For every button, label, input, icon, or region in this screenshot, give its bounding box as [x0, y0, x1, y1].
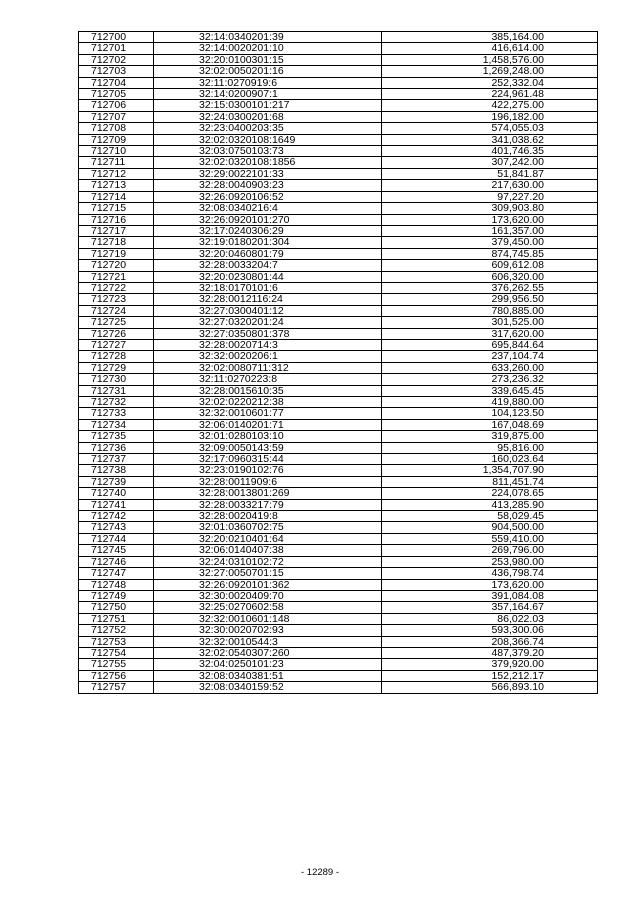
amount-cell: 780,885.00: [382, 305, 598, 316]
cadastral-number-cell: 32:15:0300101:217: [154, 100, 382, 111]
cadastral-number-cell: 32:11:0270223:8: [154, 374, 382, 385]
cadastral-number-cell: 32:20:0230801:44: [154, 271, 382, 282]
table-row: [79, 214, 598, 225]
row-number-cell: 712746: [79, 556, 154, 567]
cadastral-number-cell: 32:24:0310102:72: [154, 556, 382, 567]
row-number-cell: 712748: [79, 579, 154, 590]
table-row: [79, 362, 598, 373]
row-number-cell: 712704: [79, 77, 154, 88]
row-number-cell: 712745: [79, 545, 154, 556]
row-number-cell: 712718: [79, 237, 154, 248]
table-row: [79, 191, 598, 202]
row-number-cell: 712752: [79, 625, 154, 636]
table-row: [79, 317, 598, 328]
row-number-cell: 712739: [79, 476, 154, 487]
cadastral-number-cell: 32:06:0140407:38: [154, 545, 382, 556]
amount-cell: 269,796.00: [382, 545, 598, 556]
cadastral-number-cell: 32:24:0300201:68: [154, 111, 382, 122]
table-row: [79, 180, 598, 191]
cadastral-number-cell: 32:27:0320201:24: [154, 317, 382, 328]
table-row: [79, 237, 598, 248]
cadastral-number-cell: 32:27:0050701:15: [154, 568, 382, 579]
table-row: [79, 397, 598, 408]
row-number-cell: 712741: [79, 499, 154, 510]
amount-cell: 1,354,707.90: [382, 465, 598, 476]
amount-cell: 904,500.00: [382, 522, 598, 533]
row-number-cell: 712710: [79, 146, 154, 157]
table-row: [79, 659, 598, 670]
row-number-cell: 712738: [79, 465, 154, 476]
amount-cell: 695,844.64: [382, 339, 598, 350]
table-row: [79, 89, 598, 100]
row-number-cell: 712713: [79, 180, 154, 191]
amount-cell: 173,620.00: [382, 214, 598, 225]
table-row: [79, 260, 598, 271]
cadastral-number-cell: 32:02:0080711:312: [154, 362, 382, 373]
table-row: [79, 476, 598, 487]
cadastral-number-cell: 32:23:0190102:76: [154, 465, 382, 476]
row-number-cell: 712719: [79, 248, 154, 259]
amount-cell: 811,451.74: [382, 476, 598, 487]
table-row: [79, 339, 598, 350]
amount-cell: 307,242.00: [382, 157, 598, 168]
amount-cell: 385,164.00: [382, 32, 598, 43]
row-number-cell: 712707: [79, 111, 154, 122]
row-number-cell: 712731: [79, 385, 154, 396]
row-number-cell: 712730: [79, 374, 154, 385]
row-number-cell: 712721: [79, 271, 154, 282]
amount-cell: 160,023.64: [382, 454, 598, 465]
table-row: [79, 146, 598, 157]
amount-cell: 419,880.00: [382, 397, 598, 408]
table-row: [79, 43, 598, 54]
row-number-cell: 712703: [79, 66, 154, 77]
amount-cell: 606,320.00: [382, 271, 598, 282]
table-row: [79, 511, 598, 522]
cadastral-number-cell: 32:14:0200907:1: [154, 89, 382, 100]
row-number-cell: 712712: [79, 168, 154, 179]
table-row: [79, 408, 598, 419]
row-number-cell: 712736: [79, 442, 154, 453]
amount-cell: 379,450.00: [382, 237, 598, 248]
amount-cell: 559,410.00: [382, 533, 598, 544]
cadastral-number-cell: 32:04:0250101:23: [154, 659, 382, 670]
table-row: [79, 203, 598, 214]
amount-cell: 95,816.00: [382, 442, 598, 453]
amount-cell: 319,875.00: [382, 431, 598, 442]
cadastral-number-cell: 32:26:0920101:270: [154, 214, 382, 225]
table-row: [79, 522, 598, 533]
table-row: [79, 625, 598, 636]
table-row: [79, 305, 598, 316]
amount-cell: 422,275.00: [382, 100, 598, 111]
amount-cell: 208,366.74: [382, 636, 598, 647]
amount-cell: 97,227.20: [382, 191, 598, 202]
page-number: - 12289 -: [300, 867, 340, 878]
cadastral-number-cell: 32:02:0320108:1856: [154, 157, 382, 168]
amount-cell: 633,260.00: [382, 362, 598, 373]
cadastral-number-cell: 32:17:0960315:44: [154, 454, 382, 465]
row-number-cell: 712701: [79, 43, 154, 54]
table-row: [79, 568, 598, 579]
cadastral-number-cell: 32:28:0012116:24: [154, 294, 382, 305]
cadastral-number-cell: 32:06:0140201:71: [154, 419, 382, 430]
amount-cell: 436,798.74: [382, 568, 598, 579]
cadastral-number-cell: 32:28:0020714:3: [154, 339, 382, 350]
records-table-body: [79, 32, 598, 694]
amount-cell: 391,084.08: [382, 590, 598, 601]
cadastral-number-cell: 32:01:0360702:75: [154, 522, 382, 533]
table-row: [79, 442, 598, 453]
table-row: [79, 556, 598, 567]
table-row: [79, 123, 598, 134]
amount-cell: 401,746.35: [382, 146, 598, 157]
amount-cell: 574,055.03: [382, 123, 598, 134]
row-number-cell: 712743: [79, 522, 154, 533]
cadastral-number-cell: 32:20:0100301:15: [154, 54, 382, 65]
row-number-cell: 712751: [79, 613, 154, 624]
row-number-cell: 712735: [79, 431, 154, 442]
amount-cell: 487,379.20: [382, 647, 598, 658]
cadastral-number-cell: 32:01:0280103:10: [154, 431, 382, 442]
row-number-cell: 712728: [79, 351, 154, 362]
table-row: [79, 682, 598, 693]
amount-cell: 566,893.10: [382, 682, 598, 693]
cadastral-number-cell: 32:08:0340216:4: [154, 203, 382, 214]
cadastral-number-cell: 32:32:0010544:3: [154, 636, 382, 647]
amount-cell: 104,123.50: [382, 408, 598, 419]
cadastral-number-cell: 32:26:0920106:52: [154, 191, 382, 202]
row-number-cell: 712732: [79, 397, 154, 408]
row-number-cell: 712727: [79, 339, 154, 350]
amount-cell: 874,745.85: [382, 248, 598, 259]
cadastral-number-cell: 32:27:0350801:378: [154, 328, 382, 339]
table-row: [79, 488, 598, 499]
row-number-cell: 712729: [79, 362, 154, 373]
cadastral-number-cell: 32:18:0170101:6: [154, 282, 382, 293]
amount-cell: 58,029.45: [382, 511, 598, 522]
table-row: [79, 32, 598, 43]
row-number-cell: 712744: [79, 533, 154, 544]
amount-cell: 224,961.48: [382, 89, 598, 100]
amount-cell: 167,048.69: [382, 419, 598, 430]
row-number-cell: 712700: [79, 32, 154, 43]
row-number-cell: 712714: [79, 191, 154, 202]
amount-cell: 379,920.00: [382, 659, 598, 670]
cadastral-number-cell: 32:02:0540307:260: [154, 647, 382, 658]
row-number-cell: 712733: [79, 408, 154, 419]
table-row: [79, 157, 598, 168]
row-number-cell: 712702: [79, 54, 154, 65]
row-number-cell: 712734: [79, 419, 154, 430]
cadastral-number-cell: 32:27:0300401:12: [154, 305, 382, 316]
table-row: [79, 294, 598, 305]
cadastral-number-cell: 32:14:0340201:39: [154, 32, 382, 43]
row-number-cell: 712747: [79, 568, 154, 579]
cadastral-number-cell: 32:28:0033204:7: [154, 260, 382, 271]
row-number-cell: 712750: [79, 602, 154, 613]
row-number-cell: 712705: [79, 89, 154, 100]
cadastral-number-cell: 32:26:0920101:362: [154, 579, 382, 590]
table-row: [79, 533, 598, 544]
table-row: [79, 134, 598, 145]
row-number-cell: 712726: [79, 328, 154, 339]
row-number-cell: 712711: [79, 157, 154, 168]
table-row: [79, 465, 598, 476]
table-row: [79, 77, 598, 88]
table-row: [79, 613, 598, 624]
amount-cell: 341,038.62: [382, 134, 598, 145]
row-number-cell: 712740: [79, 488, 154, 499]
row-number-cell: 712720: [79, 260, 154, 271]
row-number-cell: 712708: [79, 123, 154, 134]
amount-cell: 161,357.00: [382, 225, 598, 236]
table-row: [79, 282, 598, 293]
cadastral-number-cell: 32:14:0020201:10: [154, 43, 382, 54]
cadastral-number-cell: 32:28:0013801:269: [154, 488, 382, 499]
cadastral-number-cell: 32:09:0050143:59: [154, 442, 382, 453]
cadastral-number-cell: 32:28:0011909:6: [154, 476, 382, 487]
table-row: [79, 111, 598, 122]
row-number-cell: 712709: [79, 134, 154, 145]
amount-cell: 273,236.32: [382, 374, 598, 385]
cadastral-number-cell: 32:08:0340381:51: [154, 670, 382, 681]
cadastral-number-cell: 32:30:0020702:93: [154, 625, 382, 636]
table-row: [79, 374, 598, 385]
cadastral-number-cell: 32:25:0270602:58: [154, 602, 382, 613]
row-number-cell: 712706: [79, 100, 154, 111]
row-number-cell: 712724: [79, 305, 154, 316]
cadastral-number-cell: 32:32:0020206:1: [154, 351, 382, 362]
table-row: [79, 248, 598, 259]
row-number-cell: 712755: [79, 659, 154, 670]
table-row: [79, 647, 598, 658]
table-row: [79, 225, 598, 236]
row-number-cell: 712753: [79, 636, 154, 647]
amount-cell: 237,104.74: [382, 351, 598, 362]
table-row: [79, 545, 598, 556]
cadastral-number-cell: 32:17:0240306:29: [154, 225, 382, 236]
cadastral-number-cell: 32:29:0022101:33: [154, 168, 382, 179]
amount-cell: 299,956.50: [382, 294, 598, 305]
row-number-cell: 712737: [79, 454, 154, 465]
amount-cell: 413,285.90: [382, 499, 598, 510]
cadastral-number-cell: 32:28:0020419:8: [154, 511, 382, 522]
cadastral-number-cell: 32:28:0040903:23: [154, 180, 382, 191]
table-row: [79, 454, 598, 465]
row-number-cell: 712716: [79, 214, 154, 225]
amount-cell: 1,458,576.00: [382, 54, 598, 65]
row-number-cell: 712715: [79, 203, 154, 214]
cadastral-number-cell: 32:02:0220212:38: [154, 397, 382, 408]
records-table: [78, 31, 598, 694]
amount-cell: 1,269,248.00: [382, 66, 598, 77]
cadastral-number-cell: 32:19:0180201:304: [154, 237, 382, 248]
table-row: [79, 100, 598, 111]
table-row: [79, 636, 598, 647]
amount-cell: 173,620.00: [382, 579, 598, 590]
cadastral-number-cell: 32:28:0033217:79: [154, 499, 382, 510]
table-row: [79, 351, 598, 362]
cadastral-number-cell: 32:08:0340159:52: [154, 682, 382, 693]
cadastral-number-cell: 32:02:0050201:16: [154, 66, 382, 77]
table-row: [79, 590, 598, 601]
table-row: [79, 670, 598, 681]
cadastral-number-cell: 32:11:0270919:6: [154, 77, 382, 88]
row-number-cell: 712757: [79, 682, 154, 693]
amount-cell: 224,078.65: [382, 488, 598, 499]
amount-cell: 86,022.03: [382, 613, 598, 624]
row-number-cell: 712754: [79, 647, 154, 658]
table-row: [79, 168, 598, 179]
table-row: [79, 66, 598, 77]
cadastral-number-cell: 32:30:0020409:70: [154, 590, 382, 601]
row-number-cell: 712749: [79, 590, 154, 601]
cadastral-number-cell: 32:28:0015610:35: [154, 385, 382, 396]
amount-cell: 357,164.67: [382, 602, 598, 613]
table-row: [79, 602, 598, 613]
table-row: [79, 385, 598, 396]
cadastral-number-cell: 32:02:0320108:1649: [154, 134, 382, 145]
amount-cell: 51,841.87: [382, 168, 598, 179]
row-number-cell: 712722: [79, 282, 154, 293]
amount-cell: 593,300.06: [382, 625, 598, 636]
row-number-cell: 712725: [79, 317, 154, 328]
amount-cell: 253,980.00: [382, 556, 598, 567]
table-row: [79, 328, 598, 339]
amount-cell: 252,332.04: [382, 77, 598, 88]
cadastral-number-cell: 32:32:0010601:148: [154, 613, 382, 624]
amount-cell: 217,630.00: [382, 180, 598, 191]
amount-cell: 152,212.17: [382, 670, 598, 681]
row-number-cell: 712742: [79, 511, 154, 522]
amount-cell: 416,614.00: [382, 43, 598, 54]
row-number-cell: 712756: [79, 670, 154, 681]
row-number-cell: 712723: [79, 294, 154, 305]
amount-cell: 196,182.00: [382, 111, 598, 122]
table-row: [79, 419, 598, 430]
cadastral-number-cell: 32:20:0460801:79: [154, 248, 382, 259]
amount-cell: 317,620.00: [382, 328, 598, 339]
table-row: [79, 271, 598, 282]
amount-cell: 609,612.08: [382, 260, 598, 271]
cadastral-number-cell: 32:32:0010601:77: [154, 408, 382, 419]
cadastral-number-cell: 32:03:0750103:73: [154, 146, 382, 157]
table-row: [79, 579, 598, 590]
amount-cell: 309,903.80: [382, 203, 598, 214]
table-row: [79, 54, 598, 65]
amount-cell: 301,525.00: [382, 317, 598, 328]
table-row: [79, 499, 598, 510]
amount-cell: 339,645.45: [382, 385, 598, 396]
row-number-cell: 712717: [79, 225, 154, 236]
table-row: [79, 431, 598, 442]
cadastral-number-cell: 32:20:0210401:64: [154, 533, 382, 544]
cadastral-number-cell: 32:23:0400203:35: [154, 123, 382, 134]
amount-cell: 376,262.55: [382, 282, 598, 293]
